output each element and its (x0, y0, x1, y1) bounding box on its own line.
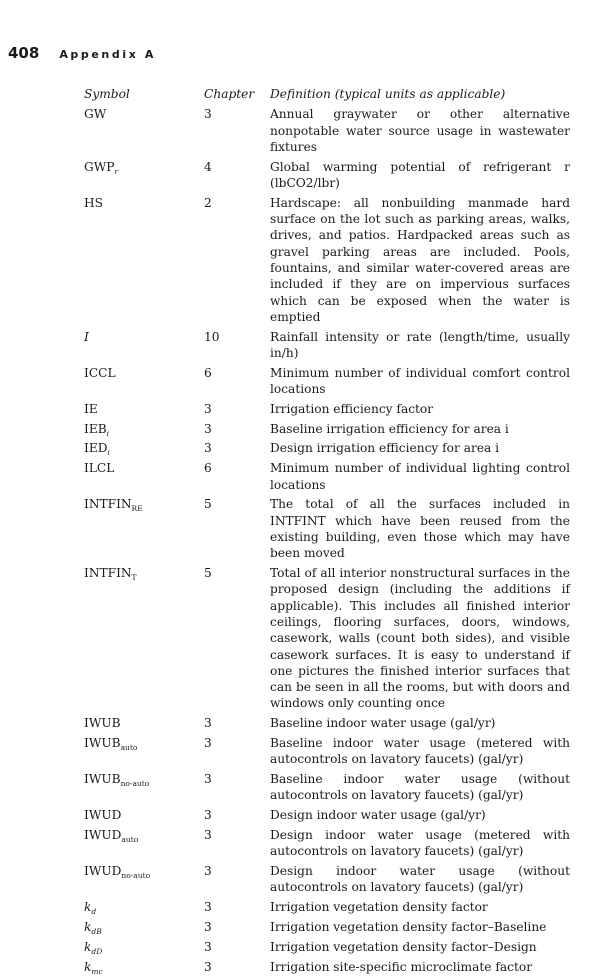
table-row (84, 159, 570, 192)
table-row (84, 106, 570, 155)
chapter-cell: 3 (204, 959, 212, 974)
definition-cell: Annual graywater or other alternative nonpotable water source usage in wastewater fixtures (270, 107, 570, 154)
symbol-cell: $k_d$ (84, 900, 97, 917)
symbol-cell: I (84, 329, 89, 344)
symbol-cell: IE (84, 401, 98, 416)
chapter-cell: 3 (204, 401, 212, 416)
definition-cell: Irrigation vegetation density factor–Baseline (270, 919, 547, 934)
symbol-cell: $IEB_i$ (84, 421, 110, 438)
table-row (84, 421, 570, 437)
definition-cell: The total of all the surfaces included in INTFINT which have been reused from the existing building, even those which may have been moved (270, 497, 570, 561)
chapter-cell: 3 (204, 919, 212, 934)
definition-cell: Design indoor water usage (metered with autocontrols on lavatory faucets) (gal/yr) (270, 827, 570, 859)
symbol-cell: HS (84, 195, 103, 210)
symbol-cell: IWUB (84, 716, 121, 731)
symbol-cell: $INTFIN_{RE}$ (84, 497, 143, 514)
chapter-cell: 5 (204, 566, 212, 581)
symbol-cell: ILCL (84, 461, 115, 476)
column-header-symbol: Symbol (84, 87, 130, 101)
table-row (84, 919, 570, 935)
chapter-cell: 3 (204, 107, 212, 122)
symbol-cell: $IED_i$ (84, 441, 110, 458)
definition-cell: Baseline indoor water usage (without autocontrols on lavatory faucets) (gal/yr) (270, 772, 570, 803)
table-row (84, 939, 570, 955)
table-row (84, 863, 570, 896)
chapter-cell: 3 (204, 716, 212, 731)
definition-cell: Hardscape: all nonbuilding manmade hard surface on the lot such as parking areas, walks, drives, and patios. Hardpacked areas such as gravel parking areas are included. Pools, fountains, and similar water-covered areas are included if they are on impervious surfaces which can be exposed when the water is emptied (270, 195, 570, 324)
table-row (84, 827, 570, 860)
chapter-cell: 3 (204, 735, 212, 750)
table-row (84, 195, 570, 325)
table-row (84, 715, 570, 731)
symbol-cell: $k_{dB}$ (84, 919, 102, 936)
chapter-cell: 3 (204, 827, 212, 842)
symbol-cell: $k_{dD}$ (84, 939, 103, 956)
definition-cell: Irrigation vegetation density factor (270, 900, 488, 915)
definition-cell: Irrigation vegetation density factor–Design (270, 939, 537, 954)
definition-cell: Irrigation efficiency factor (270, 401, 434, 416)
table-row (84, 401, 570, 417)
symbol-cell: $IWUB_{auto}$ (84, 735, 138, 752)
column-header-chapter: Chapter (204, 87, 255, 101)
chapter-cell: 5 (204, 497, 212, 512)
definition-cell: Total of all interior nonstructural surfaces in the proposed design (including the additions if applicable). This includes all finished interior ceilings, flooring surfaces, doors, windows, casework, walls (count both sides), and visible casework surfaces. It is easy to understand if one pictures the finished interior surfaces that can be seen in all the rooms, but with doors and windows only counting once (270, 566, 570, 711)
page-header (8, 44, 156, 62)
symbol-cell: $GWP_r$ (84, 159, 119, 176)
chapter-cell: 3 (204, 421, 212, 436)
symbol-cell: $IWUD_{auto}$ (84, 827, 139, 844)
table-row (84, 959, 570, 975)
chapter-cell: 3 (204, 939, 212, 954)
chapter-cell: 4 (204, 159, 212, 174)
definition-cell: Design indoor water usage (without autocontrols on lavatory faucets) (gal/yr) (270, 864, 570, 895)
page-number: 408 (8, 44, 40, 62)
table-header-row (84, 86, 570, 102)
table-row (84, 460, 570, 493)
table-row (84, 565, 570, 712)
symbol-cell: $INTFIN_T$ (84, 566, 137, 583)
chapter-cell: 2 (204, 195, 212, 210)
chapter-cell: 3 (204, 441, 212, 456)
running-head: Appendix A (59, 48, 156, 61)
table-row (84, 329, 570, 362)
symbol-table (84, 86, 570, 978)
chapter-cell: 3 (204, 900, 212, 915)
table-row (84, 365, 570, 398)
column-header-definition: Definition (typical units as applicable) (270, 87, 506, 101)
definition-cell: Rainfall intensity or rate (length/time, usually in/h) (270, 329, 570, 360)
symbol-cell: $IWUD_{no-auto}$ (84, 864, 151, 881)
definition-cell: Design irrigation efficiency for area i (270, 441, 500, 456)
table-row (84, 496, 570, 561)
table-row (84, 440, 570, 456)
chapter-cell: 6 (204, 365, 212, 380)
symbol-cell: IWUD (84, 808, 122, 823)
chapter-cell: 3 (204, 772, 212, 787)
symbol-cell: $k_{mc}$ (84, 959, 103, 976)
symbol-cell: GW (84, 107, 107, 122)
table-row (84, 807, 570, 823)
symbol-cell: ICCL (84, 365, 116, 380)
definition-cell: Baseline irrigation efficiency for area i (270, 421, 509, 436)
definition-cell: Global warming potential of refrigerant r (lbCO2/lbr) (270, 159, 570, 190)
definition-cell: Minimum number of individual lighting control locations (270, 461, 570, 492)
definition-cell: Baseline indoor water usage (metered with autocontrols on lavatory faucets) (gal/yr) (270, 735, 570, 767)
table-row (84, 735, 570, 768)
table-row (84, 899, 570, 915)
table-row (84, 771, 570, 804)
definition-cell: Design indoor water usage (gal/yr) (270, 808, 486, 823)
definition-cell: Irrigation site-specific microclimate factor (270, 959, 533, 974)
definition-cell: Baseline indoor water usage (gal/yr) (270, 716, 496, 731)
definition-cell: Minimum number of individual comfort control locations (270, 365, 570, 397)
symbol-cell: $IWUB_{no-auto}$ (84, 772, 150, 789)
chapter-cell: 3 (204, 864, 212, 879)
chapter-cell: 6 (204, 461, 212, 476)
chapter-cell: 10 (204, 329, 220, 344)
chapter-cell: 3 (204, 808, 212, 823)
